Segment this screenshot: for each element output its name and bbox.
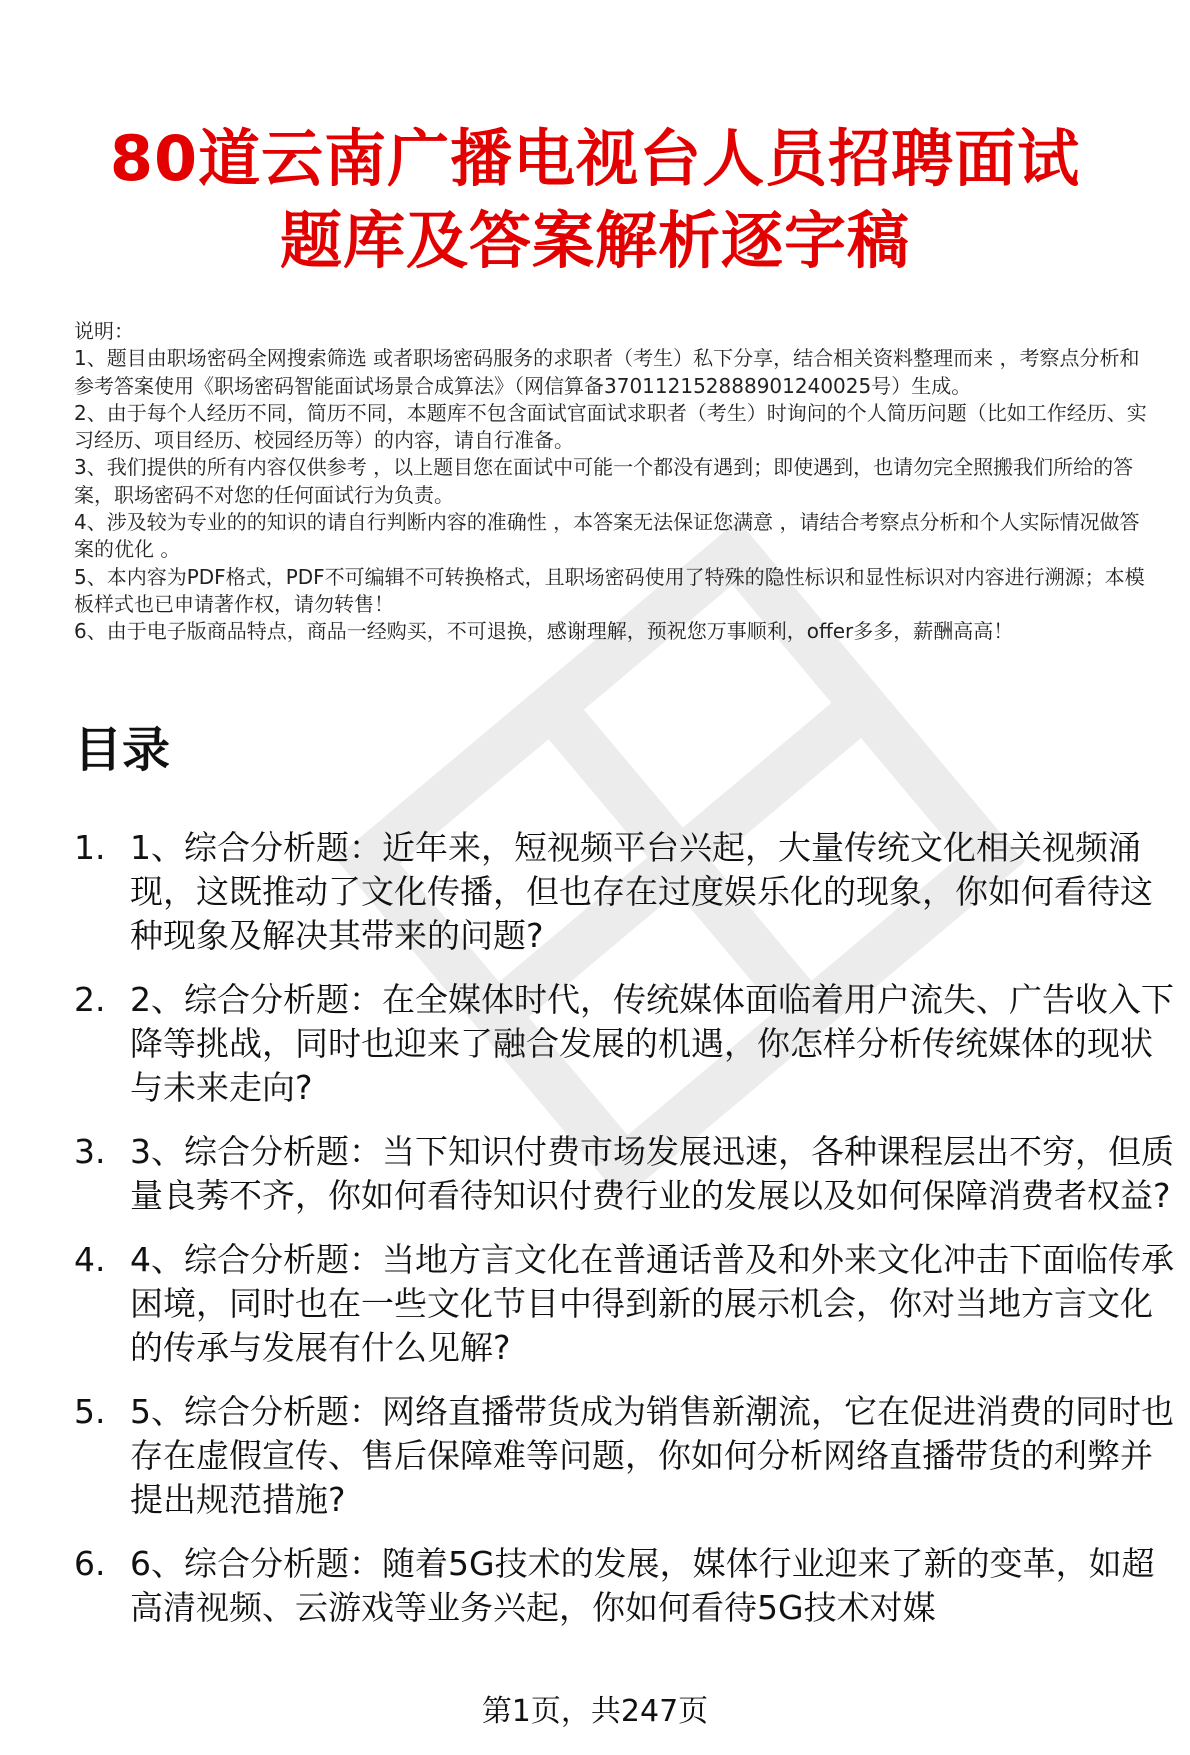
title-line-1: 80道云南广播电视台人员招聘面试 xyxy=(109,122,1081,195)
toc-item-number: 4. xyxy=(74,1240,106,1279)
note-item: 2、由于每个人经历不同，简历不同，本题库不包含面试官面试求职者（考生）时询问的个人简历问题（比如工作经历、实习经历、项目经历、校园经历等）的内容，请自行准备。 xyxy=(74,400,1147,453)
toc-item[interactable] xyxy=(74,978,1174,1110)
toc-item-text: 2、综合分析题：在全媒体时代，传统媒体面临着用户流失、广告收入下降等挑战，同时也迎来了融合发展的机遇，你怎样分析传统媒体的现状与未来走向? xyxy=(130,980,1174,1107)
toc-item-text: 6、综合分析题：随着5G技术的发展，媒体行业迎来了新的变革，如超高清视频、云游戏等业务兴起，你如何看待5G技术对媒 xyxy=(130,1544,1155,1627)
note-item: 4、涉及较为专业的的知识的请自行判断内容的准确性 ，本答案无法保证您满意 ，请结合考察点分析和个人实际情况做答案的优化 。 xyxy=(74,510,1140,562)
toc-item-number: 6. xyxy=(74,1544,106,1583)
note-item: 1、题目由职场密码全网搜索筛选 或者职场密码服务的求职者（考生）私下分享，结合相关资料整理而来 ，考察点分析和参考答案使用《职场密码智能面试场景合成算法》（网信算备370112152888901240025号）生成。 xyxy=(74,346,1140,398)
note-item: 6、由于电子版商品特点，商品一经购买，不可退换，感谢理解，预祝您万事顺利，offer多多，薪酬高高！ xyxy=(74,619,1014,644)
document-title xyxy=(60,118,1130,282)
toc-list xyxy=(74,826,1174,1650)
toc-item-number: 3. xyxy=(74,1132,106,1171)
note-item: 3、我们提供的所有内容仅供参考 ，以上题目您在面试中可能一个都没有遇到；即使遇到，也请勿完全照搬我们所给的答案，职场密码不对您的任何面试行为负责。 xyxy=(74,455,1134,507)
toc-item-text: 5、综合分析题：网络直播带货成为销售新潮流，它在促进消费的同时也存在虚假宣传、售后保障难等问题，你如何分析网络直播带货的利弊并提出规范措施? xyxy=(130,1392,1174,1519)
toc-heading: 目录 xyxy=(74,722,171,778)
title-line-2: 题库及答案解析逐字稿 xyxy=(279,204,910,277)
toc-item-number: 2. xyxy=(74,980,106,1019)
toc-item[interactable] xyxy=(74,1238,1174,1370)
note-item: 5、本内容为PDF格式，PDF不可编辑不可转换格式，且职场密码使用了特殊的隐性标识和显性标识对内容进行溯源；本模板样式也已申请著作权，请勿转售！ xyxy=(74,564,1145,616)
toc-item[interactable] xyxy=(74,826,1174,958)
toc-item[interactable] xyxy=(74,1390,1174,1522)
toc-item[interactable] xyxy=(74,1542,1174,1630)
toc-item-number: 1. xyxy=(74,828,106,867)
toc-item-text: 3、综合分析题：当下知识付费市场发展迅速，各种课程层出不穷，但质量良莠不齐，你如何看待知识付费行业的发展以及如何保障消费者权益? xyxy=(130,1132,1174,1215)
toc-item-text: 1、综合分析题：近年来，短视频平台兴起，大量传统文化相关视频涌现，这既推动了文化传播，但也存在过度娱乐化的现象，你如何看待这种现象及解决其带来的问题? xyxy=(130,828,1153,955)
toc-item-number: 5. xyxy=(74,1392,106,1431)
page-number: 第1页，共247页 xyxy=(481,1694,709,1729)
toc-item[interactable] xyxy=(74,1130,1174,1218)
notes-label: 说明： xyxy=(74,319,134,343)
notes-section xyxy=(74,318,1154,646)
toc-item-text: 4、综合分析题：当地方言文化在普通话普及和外来文化冲击下面临传承困境，同时也在一些文化节目中得到新的展示机会，你对当地方言文化的传承与发展有什么见解? xyxy=(130,1240,1174,1367)
